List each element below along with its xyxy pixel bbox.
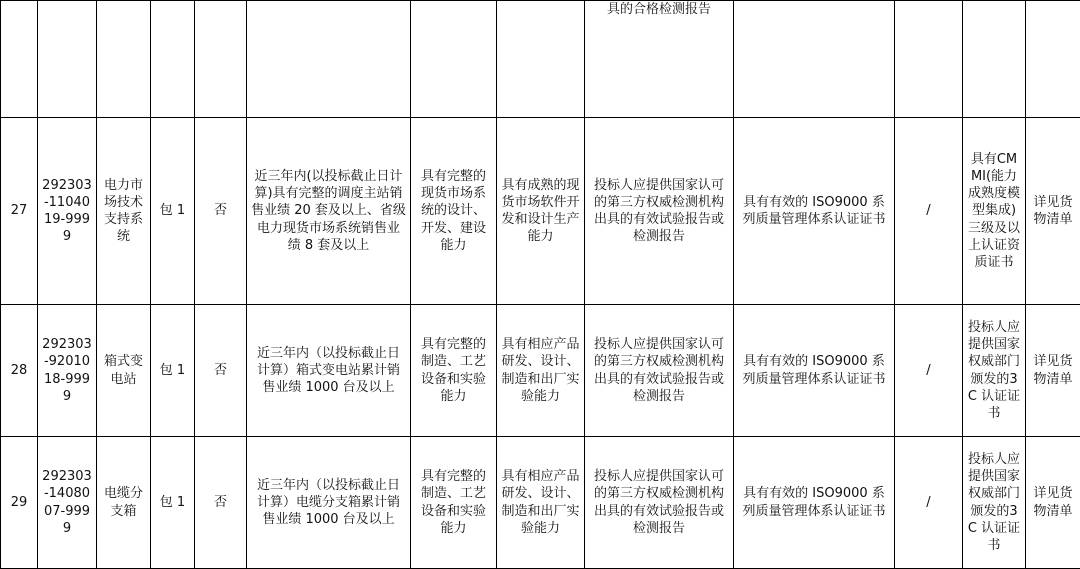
cell-performance bbox=[247, 1, 411, 118]
cell-no: 29 bbox=[1, 437, 38, 569]
cell-remark: 详见货物清单 bbox=[1026, 305, 1080, 437]
cell-code: 292303-1104019-9999 bbox=[38, 118, 97, 305]
cell-slash: / bbox=[895, 118, 963, 305]
cell-name: 电缆分支箱 bbox=[97, 437, 151, 569]
cell-quality-cert: 具有有效的 ISO9000 系列质量管理体系认证证书 bbox=[734, 118, 895, 305]
cell-capability-1: 具有完整的现货市场系统的设计、开发、建设能力 bbox=[411, 118, 497, 305]
cell-no bbox=[1, 1, 38, 118]
cell-capability-2: 具有相应产品研发、设计、制造和出厂实验能力 bbox=[497, 305, 585, 437]
cell-code bbox=[38, 1, 97, 118]
cell-performance: 近三年内（以投标截止日计算）箱式变电站累计销售业绩 1000 台及以上 bbox=[247, 305, 411, 437]
cell-other-cert: 具有CMMI(能力成熟度模型集成)三级及以上认证资质证书 bbox=[963, 118, 1026, 305]
cell-test-report: 投标人应提供国家认可的第三方权威检测机构出具的有效试验报告或检测报告 bbox=[585, 118, 734, 305]
cell-code: 292303-1408007-9999 bbox=[38, 437, 97, 569]
table-row bbox=[1, 118, 1080, 305]
cell-package: 包 1 bbox=[151, 305, 195, 437]
cell-test-report: 投标人应提供国家认可的第三方权威检测机构出具的有效试验报告或检测报告 bbox=[585, 437, 734, 569]
cell-performance: 近三年内（以投标截止日计算）电缆分支箱累计销售业绩 1000 台及以上 bbox=[247, 437, 411, 569]
table-row bbox=[1, 437, 1080, 569]
cell-test-report: 具的合格检测报告 bbox=[585, 1, 734, 118]
cell-capability-2: 具有成熟的现货市场软件开发和设计生产能力 bbox=[497, 118, 585, 305]
cell-no: 28 bbox=[1, 305, 38, 437]
cell-package bbox=[151, 1, 195, 118]
cell-quality-cert bbox=[734, 1, 895, 118]
cell-flag: 否 bbox=[195, 118, 247, 305]
cell-name: 箱式变电站 bbox=[97, 305, 151, 437]
table-row bbox=[1, 305, 1080, 437]
cell-package: 包 1 bbox=[151, 118, 195, 305]
cell-capability-2 bbox=[497, 1, 585, 118]
cell-other-cert bbox=[963, 1, 1026, 118]
cell-no: 27 bbox=[1, 118, 38, 305]
cell-slash: / bbox=[895, 437, 963, 569]
cell-capability-1: 具有完整的制造、工艺设备和实验能力 bbox=[411, 305, 497, 437]
cell-capability-2: 具有相应产品研发、设计、制造和出厂实验能力 bbox=[497, 437, 585, 569]
cell-flag: 否 bbox=[195, 437, 247, 569]
cell-flag: 否 bbox=[195, 305, 247, 437]
cell-slash: / bbox=[895, 305, 963, 437]
table-row-previous bbox=[1, 1, 1080, 118]
cell-package: 包 1 bbox=[151, 437, 195, 569]
cell-other-cert: 投标人应提供国家权威部门颁发的3C 认证证书 bbox=[963, 437, 1026, 569]
cell-remark bbox=[1026, 1, 1080, 118]
cell-performance: 近三年内(以投标截止日计算)具有完整的调度主站销售业绩 20 套及以上、省级电力现货市场系统销售业绩 8 套及以上 bbox=[247, 118, 411, 305]
cell-remark: 详见货物清单 bbox=[1026, 118, 1080, 305]
cell-remark: 详见货物清单 bbox=[1026, 437, 1080, 569]
cell-slash bbox=[895, 1, 963, 118]
cell-capability-1: 具有完整的制造、工艺设备和实验能力 bbox=[411, 437, 497, 569]
cell-quality-cert: 具有有效的 ISO9000 系列质量管理体系认证证书 bbox=[734, 305, 895, 437]
cell-name bbox=[97, 1, 151, 118]
cell-capability-1 bbox=[411, 1, 497, 118]
cell-quality-cert: 具有有效的 ISO9000 系列质量管理体系认证证书 bbox=[734, 437, 895, 569]
cell-name: 电力市场技术支持系统 bbox=[97, 118, 151, 305]
cell-code: 292303-9201018-9999 bbox=[38, 305, 97, 437]
cell-test-report: 投标人应提供国家认可的第三方权威检测机构出具的有效试验报告或检测报告 bbox=[585, 305, 734, 437]
cell-flag bbox=[195, 1, 247, 118]
cell-other-cert: 投标人应提供国家权威部门颁发的3C 认证证书 bbox=[963, 305, 1026, 437]
